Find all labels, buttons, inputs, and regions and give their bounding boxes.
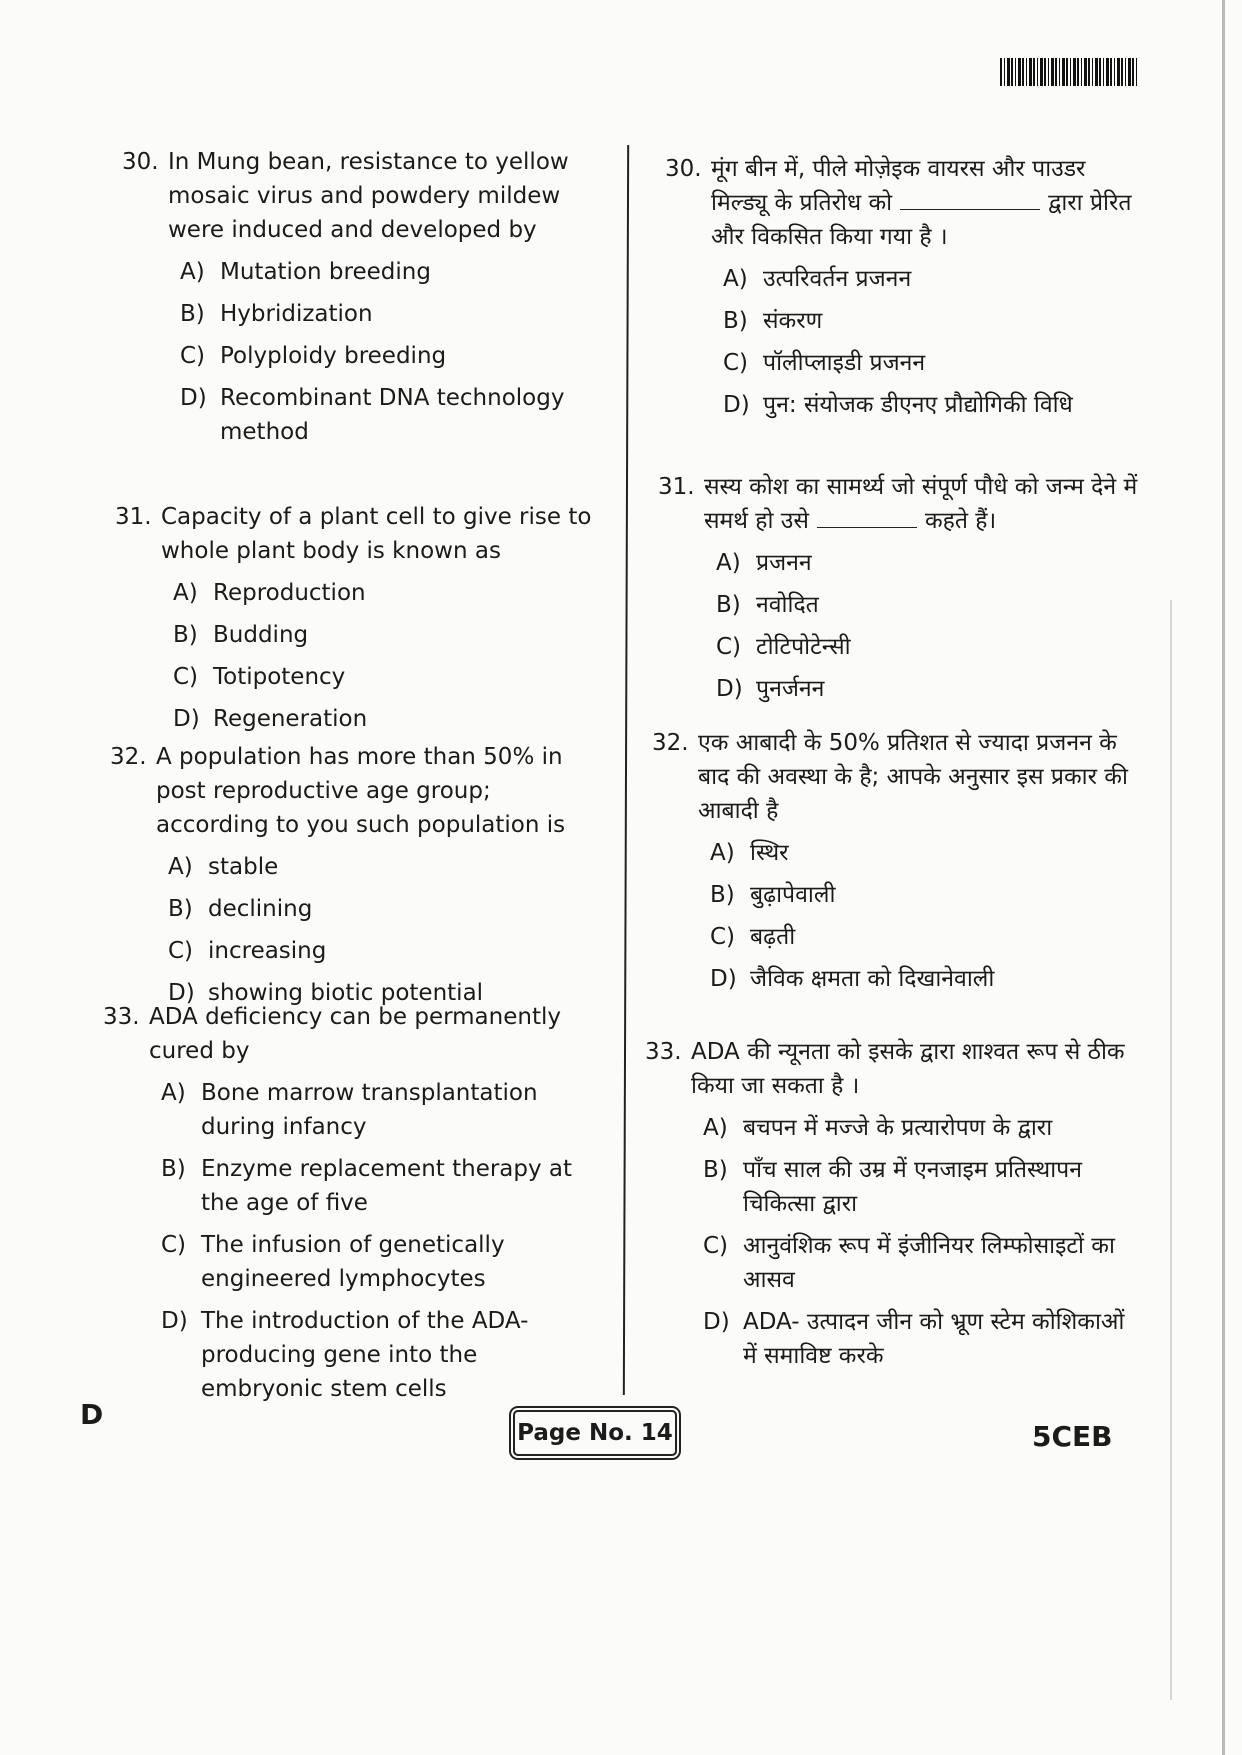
option: D) पुन: संयोजक डीएनए प्रौद्योगिकी विधि: [723, 392, 1073, 418]
booklet-series: D: [80, 1398, 104, 1431]
paper-code: 5CEB: [1032, 1420, 1113, 1453]
answer-blank: [817, 507, 917, 528]
option: C) पॉलीप्लाइडी प्रजनन: [723, 350, 926, 376]
option: B) पाँच साल की उम्र में एनजाइम प्रतिस्थापन चिकित्सा द्वारा: [703, 1157, 1083, 1217]
question-hi-30: 30. मूंग बीन में, पीले मोज़ेइक वायरस और पाउडर मिल्ड्यू के प्रतिरोध को द्वारा प्रेरित और विकसित किया गया है । A) उत्परिवर्तन प्रजनन B) संकरण C) पॉलीप्लाइडी प्रजनन D) पुन: संयोजक डीएनए प्रौद्योगिकी विधि: [665, 152, 1145, 422]
question-hi-32: 32. एक आबादी के 50% प्रतिशत से ज्यादा प्रजनन के बाद की अवस्था के है; आपके अनुसार इस प्रकार की आबादी है A) स्थिर B) बुढ़ापेवाली C) बढ़ती D) जैविक क्षमता को दिखानेवाली: [652, 726, 1147, 996]
question-hi-31: 31. सस्य कोश का सामर्थ्य जो संपूर्ण पौधे को जन्म देने में समर्थ हो उसे कहते हैं। A) प्रजनन B) नवोदित C) टोटिपोटेन्सी D) पुनर्जनन: [658, 470, 1148, 706]
question-en-33: 33. ADA deficiency can be permanently cured by A) Bone marrow transplantation during infancy B) Enzyme replacement therapy at the age of five C) The infusion of genetically engineered lymphocytes D) The introduction of the ADA-producing gene into the embryonic stem cells: [103, 1000, 593, 1406]
question-text: सस्य कोश का सामर्थ्य जो संपूर्ण पौधे को जन्म देने में समर्थ हो उसे कहते हैं।: [704, 474, 1138, 534]
option: C) टोटिपोटेन्सी: [716, 634, 851, 660]
option: C) Totipotency: [173, 664, 346, 690]
option: A) Bone marrow transplantation during infancy: [161, 1080, 538, 1140]
question-en-30: 30. In Mung bean, resistance to yellow mosaic virus and powdery mildew were induced and developed by A) Mutation breeding B) Hybridization C) Polyploidy breeding D) Recombinant DNA technology method: [122, 145, 602, 449]
option: B) नवोदित: [716, 592, 819, 618]
option: D) Recombinant DNA technology method: [180, 385, 565, 445]
column-divider: [623, 145, 629, 1395]
option: A) स्थिर: [710, 840, 789, 866]
question-text: ADA deficiency can be permanently cured by: [149, 1004, 561, 1064]
option: D) showing biotic potential: [168, 980, 484, 1006]
option: A) Mutation breeding: [180, 259, 431, 285]
option: B) संकरण: [723, 308, 823, 334]
option: C) आनुवंशिक रूप में इंजीनियर लिम्फोसाइटों का आसव: [703, 1233, 1115, 1293]
option: B) Hybridization: [180, 301, 373, 327]
question-text: In Mung bean, resistance to yellow mosaic virus and powdery mildew were induced and developed by: [168, 149, 569, 243]
page-edge: [1222, 0, 1225, 1755]
question-en-31: 31. Capacity of a plant cell to give rise to whole plant body is known as A) Reproduction B) Budding C) Totipotency D) Regeneration: [115, 500, 595, 736]
option: C) The infusion of genetically engineered lymphocytes: [161, 1232, 505, 1292]
option: B) Budding: [173, 622, 309, 648]
option: D) The introduction of the ADA-producing gene into the embryonic stem cells: [161, 1308, 529, 1402]
option: A) Reproduction: [173, 580, 366, 606]
question-text: A population has more than 50% in post reproductive age group; according to you such population is: [156, 744, 566, 838]
option: B) declining: [168, 896, 313, 922]
option: C) बढ़ती: [710, 924, 796, 950]
question-text: Capacity of a plant cell to give rise to whole plant body is known as: [161, 504, 592, 564]
question-text: मूंग बीन में, पीले मोज़ेइक वायरस और पाउडर मिल्ड्यू के प्रतिरोध को द्वारा प्रेरित और विकसित किया गया है ।: [711, 156, 1132, 250]
option: A) बचपन में मज्जे के प्रत्यारोपण के द्वारा: [703, 1115, 1053, 1141]
option: D) Regeneration: [173, 706, 368, 732]
option: D) पुनर्जनन: [716, 676, 825, 702]
option: B) बुढ़ापेवाली: [710, 882, 836, 908]
question-en-32: 32. A population has more than 50% in post reproductive age group; according to you such population is A) stable B) declining C) increasing D) showing biotic potential: [110, 740, 595, 1010]
option: D) जैविक क्षमता को दिखानेवाली: [710, 966, 995, 992]
option: A) stable: [168, 854, 279, 880]
option: D) ADA- उत्पादन जीन को भ्रूण स्टेम कोशिकाओं में समाविष्ट करके: [703, 1309, 1125, 1369]
answer-blank: [900, 189, 1040, 210]
option: B) Enzyme replacement therapy at the age of five: [161, 1156, 573, 1216]
option: C) Polyploidy breeding: [180, 343, 447, 369]
page-number: Page No. 14: [513, 1410, 677, 1456]
question-text: एक आबादी के 50% प्रतिशत से ज्यादा प्रजनन के बाद की अवस्था के है; आपके अनुसार इस प्रकार की आबादी है: [698, 730, 1128, 824]
question-text: ADA की न्यूनता को इसके द्वारा शाश्वत रूप से ठीक किया जा सकता है ।: [691, 1039, 1125, 1099]
barcode: [1000, 58, 1138, 86]
question-hi-33: 33. ADA की न्यूनता को इसके द्वारा शाश्वत रूप से ठीक किया जा सकता है । A) बचपन में मज्जे के प्रत्यारोपण के द्वारा B) पाँच साल की उम्र में एनजाइम प्रतिस्थापन चिकित्सा द्वारा C) आनुवंशिक रूप में इंजीनियर लिम्फोसाइटों का आसव D) ADA- उत्पादन जीन को भ्रूण स्टेम कोशिकाओं में समाविष्ट करके: [645, 1035, 1145, 1373]
option: A) प्रजनन: [716, 550, 812, 576]
page-edge-shadow: [1170, 600, 1172, 1700]
option: C) increasing: [168, 938, 327, 964]
option: A) उत्परिवर्तन प्रजनन: [723, 266, 912, 292]
